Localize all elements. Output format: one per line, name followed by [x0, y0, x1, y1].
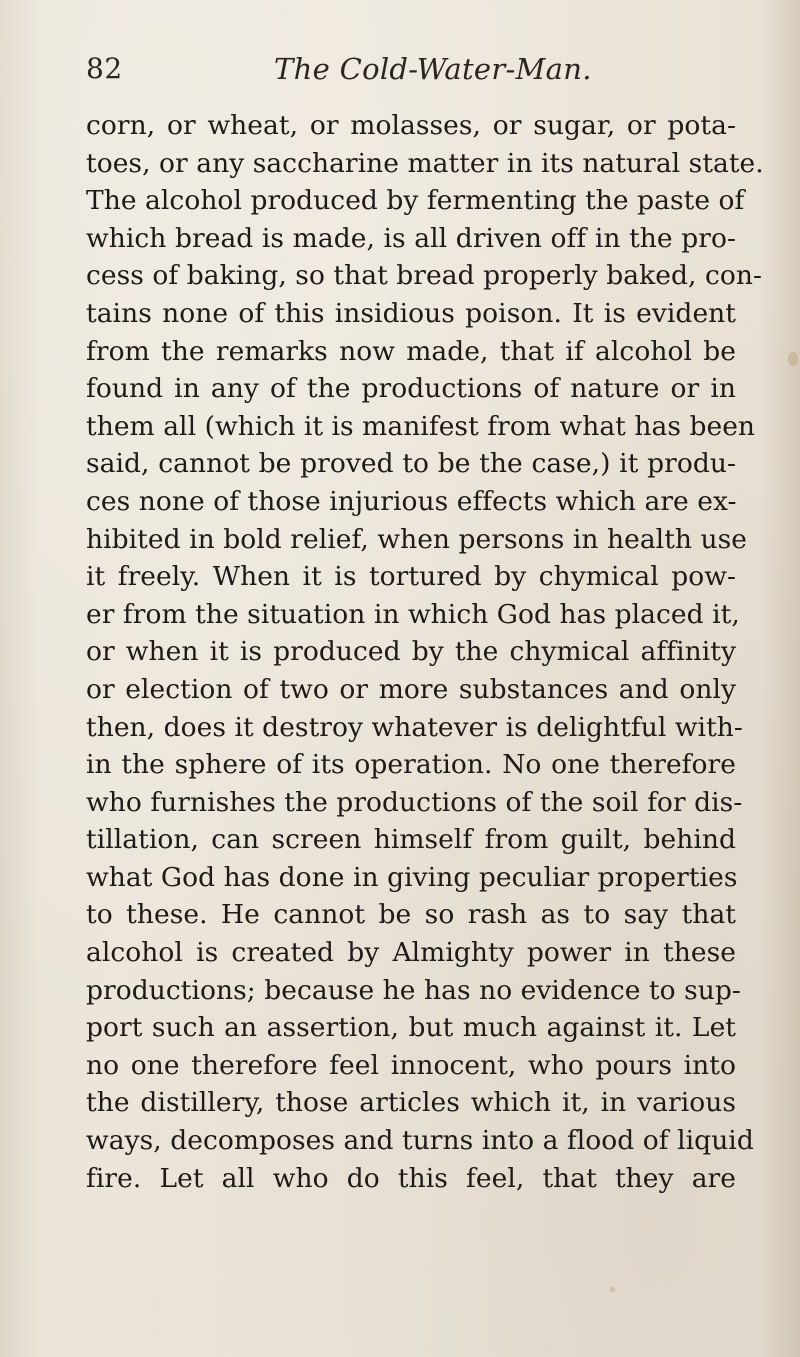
text-line: what God has done in giving peculiar properties: [86, 861, 738, 893]
text-line: toes, or any saccharine matter in its natural state.: [86, 147, 764, 179]
page-number: 82: [86, 52, 123, 85]
text-line: productions; because he has no evidence to sup-: [86, 974, 741, 1006]
text-line: who furnishes the productions of the soil for dis-: [86, 786, 743, 818]
text-line: ways, decomposes and turns into a flood of liquid: [86, 1125, 754, 1157]
text-line: or when it is produced by the chymical affinity: [86, 636, 736, 668]
text-line: port such an assertion, but much against it. Let: [86, 1012, 736, 1044]
text-line: from the remarks now made, that if alcohol be: [86, 335, 736, 367]
text-line: hibited in bold relief, when persons in health use: [86, 523, 748, 555]
paper-stain: [610, 1287, 615, 1292]
text-line: tillation, can screen himself from guilt, behind: [86, 824, 736, 856]
text-line: found in any of the productions of nature or in: [86, 373, 736, 405]
text-line: alcohol is created by Almighty power in these: [86, 937, 736, 969]
text-line: or election of two or more substances and only: [86, 673, 736, 705]
text-line: the distillery, those articles which it, in various: [86, 1087, 736, 1119]
text-line: ces none of those injurious effects which are ex-: [86, 485, 737, 517]
text-line: to these. He cannot be so rash as to say that: [86, 899, 736, 931]
text-line: The alcohol produced by fermenting the paste of: [86, 185, 745, 217]
text-line: corn, or wheat, or molasses, or sugar, or pota-: [86, 110, 736, 141]
running-head: The Cold-Water-Man.: [274, 52, 592, 86]
text-line: tains none of this insidious poison. It is evident: [86, 297, 736, 329]
paper-stain: [788, 352, 798, 366]
text-line: them all (which it is manifest from what has been: [86, 410, 756, 442]
text-line: then, does it destroy whatever is delightful with-: [86, 711, 743, 743]
text-line: er from the situation in which God has placed it,: [86, 598, 740, 630]
text-line: said, cannot be proved to be the case,) it produ-: [86, 448, 736, 480]
text-line: which bread is made, is all driven off in the pro-: [86, 222, 736, 254]
page-header: [86, 52, 726, 92]
text-line: cess of baking, so that bread properly baked, con-: [86, 260, 762, 292]
text-line: in the sphere of its operation. No one therefore: [86, 749, 736, 781]
body-text: [86, 107, 764, 1197]
text-line: no one therefore feel innocent, who pours into: [86, 1049, 736, 1081]
text-line: it freely. When it is tortured by chymical pow-: [86, 561, 736, 593]
text-line: fire. Let all who do this feel, that they are: [86, 1162, 736, 1194]
